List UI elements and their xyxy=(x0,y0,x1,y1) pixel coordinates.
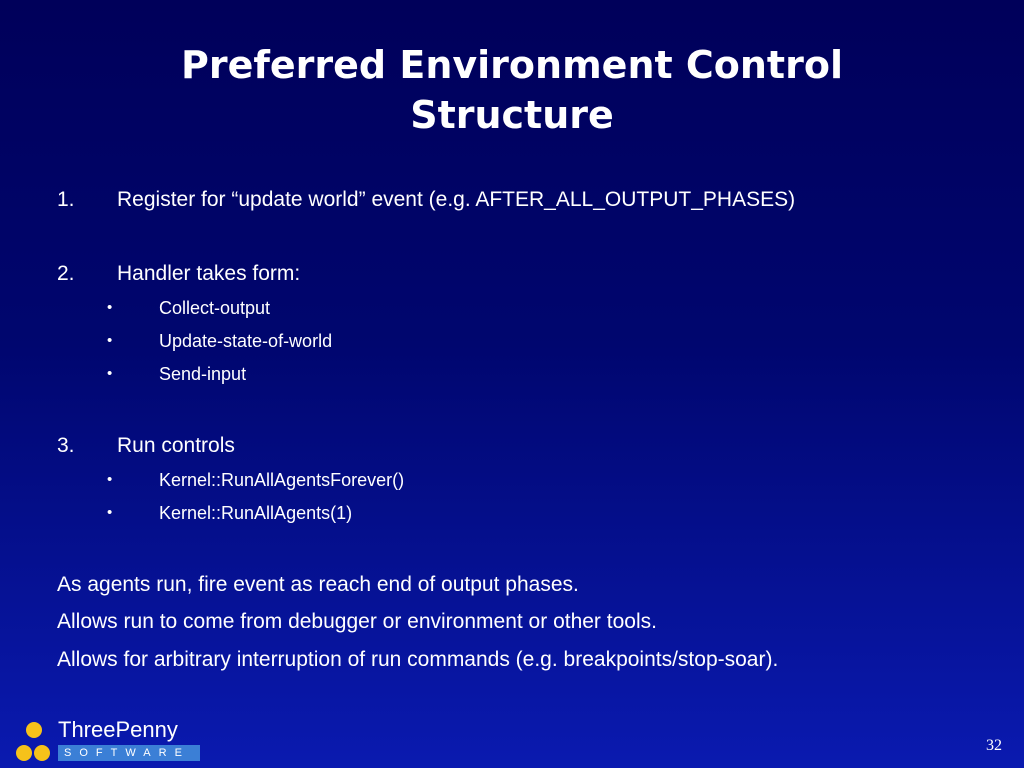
page-number: 32 xyxy=(986,737,1002,754)
item-number-3: 3. xyxy=(57,434,75,457)
threepenny-logo xyxy=(14,716,214,764)
item-text-3: Run controls xyxy=(117,434,235,457)
paragraph-1: As agents run, fire event as reach end of output phases. xyxy=(57,573,579,596)
sub-item-run-forever: Kernel::RunAllAgentsForever() xyxy=(159,470,405,490)
item-number-1: 1. xyxy=(57,188,75,211)
logo-dot-icon xyxy=(34,745,50,761)
bullet-icon: • xyxy=(107,332,113,349)
sub-item-run-agents: Kernel::RunAllAgents(1) xyxy=(159,503,353,523)
sub-item-update-state: Update-state-of-world xyxy=(159,331,333,351)
bullet-icon: • xyxy=(107,471,113,488)
item-number-2: 2. xyxy=(57,262,75,285)
paragraph-2: Allows run to come from debugger or environment or other tools. xyxy=(57,610,657,633)
bullet-icon: • xyxy=(107,299,113,316)
logo-subtitle: SOFTWARE xyxy=(58,745,200,761)
paragraph-3: Allows for arbitrary interruption of run commands (e.g. breakpoints/stop-soar). xyxy=(57,648,779,671)
sub-item-send-input: Send-input xyxy=(159,364,247,384)
item-text-2: Handler takes form: xyxy=(117,262,301,285)
item-text-1: Register for “update world” event (e.g. AFTER_ALL_OUTPUT_PHASES) xyxy=(117,188,796,211)
bullet-icon: • xyxy=(107,504,113,521)
slide-title-line-1: Preferred Environment Control xyxy=(181,43,843,87)
logo-name: ThreePenny xyxy=(58,717,178,742)
slide-title-line-2: Structure xyxy=(410,93,614,137)
logo-dot-icon xyxy=(16,745,32,761)
bullet-icon: • xyxy=(107,365,113,382)
logo-dot-icon xyxy=(26,722,42,738)
sub-item-collect-output: Collect-output xyxy=(159,298,271,318)
